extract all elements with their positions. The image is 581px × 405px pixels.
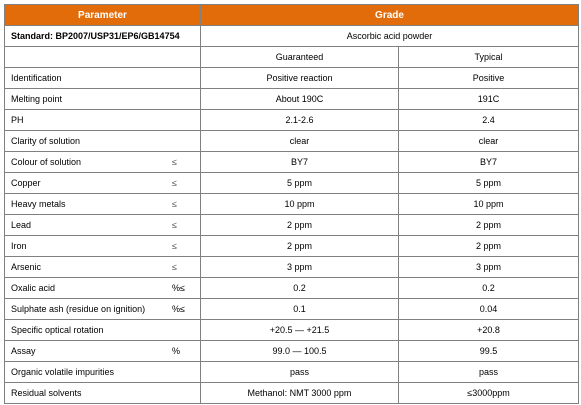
header-row	[5, 5, 579, 26]
parameter-cell	[5, 320, 201, 341]
parameter-label: Clarity of solution	[11, 136, 81, 146]
table-row	[5, 215, 579, 236]
parameter-cell	[5, 278, 201, 299]
typical-value: pass	[399, 362, 579, 383]
parameter-cell	[5, 173, 201, 194]
typical-value: clear	[399, 131, 579, 152]
typical-value: 99.5	[399, 341, 579, 362]
parameter-label: Assay	[11, 346, 36, 356]
limit-symbol: %≤	[172, 304, 185, 314]
guaranteed-value: 10 ppm	[201, 194, 399, 215]
table-row	[5, 362, 579, 383]
parameter-cell	[5, 383, 201, 404]
guaranteed-value: Methanol: NMT 3000 ppm	[201, 383, 399, 404]
guaranteed-value: 3 ppm	[201, 257, 399, 278]
table-row	[5, 299, 579, 320]
table-row	[5, 173, 579, 194]
parameter-label: Arsenic	[11, 262, 42, 272]
guaranteed-value: 5 ppm	[201, 173, 399, 194]
typical-value: 2.4	[399, 110, 579, 131]
parameter-cell	[5, 341, 201, 362]
table-row	[5, 131, 579, 152]
parameter-label: Organic volatile impurities	[11, 367, 115, 377]
guaranteed-value: 99.0 — 100.5	[201, 341, 399, 362]
parameter-cell	[5, 257, 201, 278]
parameter-label: Oxalic acid	[11, 283, 56, 293]
parameter-label: Iron	[11, 241, 27, 251]
parameter-label: Lead	[11, 220, 32, 230]
limit-symbol: ≤	[172, 220, 177, 230]
parameter-cell	[5, 110, 201, 131]
table-row	[5, 68, 579, 89]
typical-value: 191C	[399, 89, 579, 110]
table-row	[5, 257, 579, 278]
standard-row	[5, 26, 579, 47]
parameter-header: Parameter	[5, 5, 201, 26]
typical-value: ≤3000ppm	[399, 383, 579, 404]
limit-symbol: %≤	[172, 283, 185, 293]
specification-table	[4, 4, 579, 404]
parameter-cell	[5, 362, 201, 383]
parameter-label: Copper	[11, 178, 41, 188]
table-row	[5, 236, 579, 257]
limit-symbol: ≤	[172, 199, 177, 209]
typical-value: BY7	[399, 152, 579, 173]
grade-header: Grade	[201, 5, 579, 26]
typical-value: +20.8	[399, 320, 579, 341]
typical-value: 3 ppm	[399, 257, 579, 278]
parameter-label: Sulphate ash (residue on ignition)	[11, 304, 146, 314]
typical-value: 0.04	[399, 299, 579, 320]
parameter-label: Residual solvents	[11, 388, 82, 398]
parameter-cell	[5, 299, 201, 320]
parameter-label: Specific optical rotation	[11, 325, 104, 335]
guaranteed-value: 2 ppm	[201, 215, 399, 236]
guaranteed-value: 2 ppm	[201, 236, 399, 257]
limit-symbol: %	[172, 346, 181, 356]
guaranteed-value: Positive reaction	[201, 68, 399, 89]
table-row	[5, 341, 579, 362]
parameter-cell	[5, 89, 201, 110]
guaranteed-value: clear	[201, 131, 399, 152]
table-row	[5, 194, 579, 215]
parameter-cell	[5, 194, 201, 215]
guaranteed-value: 2.1-2.6	[201, 110, 399, 131]
table-row	[5, 320, 579, 341]
limit-symbol: ≤	[172, 262, 177, 272]
limit-symbol: ≤	[172, 178, 177, 188]
table-row	[5, 152, 579, 173]
parameter-cell	[5, 131, 201, 152]
typical-value: Positive	[399, 68, 579, 89]
guaranteed-value: About 190C	[201, 89, 399, 110]
guaranteed-value: BY7	[201, 152, 399, 173]
parameter-label: Colour of solution	[11, 157, 82, 167]
standard-label: Standard: BP2007/USP31/EP6/GB14754	[5, 26, 201, 47]
subheader-row	[5, 47, 579, 68]
parameter-label: Melting point	[11, 94, 63, 104]
grade-name: Ascorbic acid powder	[201, 26, 579, 47]
parameter-cell	[5, 236, 201, 257]
guaranteed-value: +20.5 — +21.5	[201, 320, 399, 341]
table-row	[5, 110, 579, 131]
table-row	[5, 278, 579, 299]
limit-symbol: ≤	[172, 157, 177, 167]
typical-value: 5 ppm	[399, 173, 579, 194]
typical-value: 0.2	[399, 278, 579, 299]
typical-value: 2 ppm	[399, 215, 579, 236]
guaranteed-header: Guaranteed	[201, 47, 399, 68]
typical-header: Typical	[399, 47, 579, 68]
typical-value: 10 ppm	[399, 194, 579, 215]
parameter-label: Heavy metals	[11, 199, 66, 209]
subheader-blank	[5, 47, 201, 68]
parameter-cell	[5, 152, 201, 173]
typical-value: 2 ppm	[399, 236, 579, 257]
parameter-label: PH	[11, 115, 24, 125]
table-row	[5, 89, 579, 110]
guaranteed-value: 0.2	[201, 278, 399, 299]
parameter-cell	[5, 68, 201, 89]
guaranteed-value: 0.1	[201, 299, 399, 320]
guaranteed-value: pass	[201, 362, 399, 383]
table-row	[5, 383, 579, 404]
parameter-cell	[5, 215, 201, 236]
parameter-label: Identification	[11, 73, 62, 83]
limit-symbol: ≤	[172, 241, 177, 251]
